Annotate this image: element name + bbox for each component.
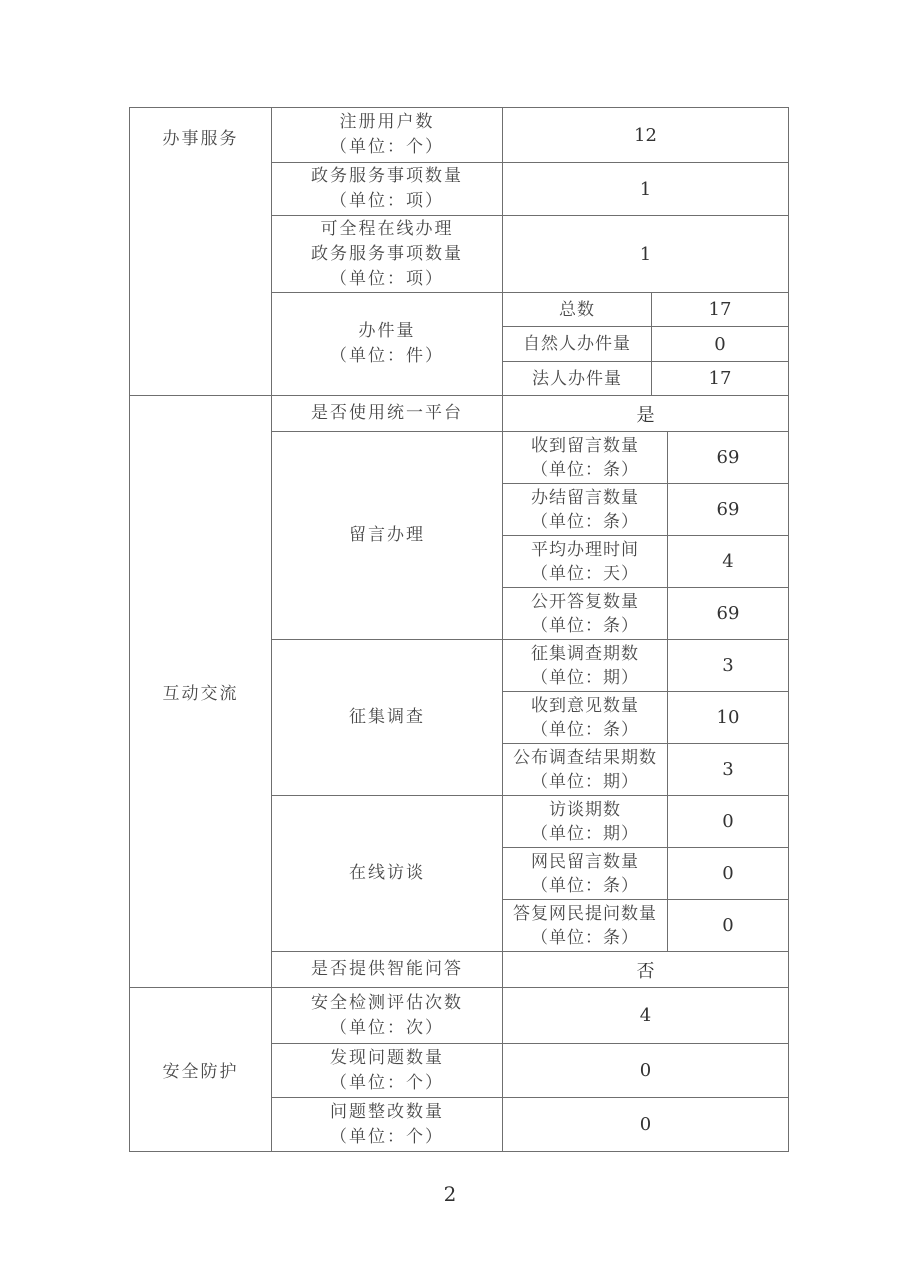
subrow-label-cell — [503, 484, 668, 535]
subrow-value: 0 — [722, 915, 734, 936]
subrow-value: 17 — [708, 299, 732, 320]
table-subrow-total — [503, 293, 788, 326]
row-value: 否 — [636, 960, 655, 982]
subrow-unit: （单位：期） — [531, 667, 639, 688]
table-subrow-average-time — [503, 535, 788, 587]
subrow-value: 10 — [716, 707, 740, 728]
row-label-cell — [272, 796, 503, 951]
row-label-line2: 政务服务事项数量 — [311, 243, 463, 264]
table-row-case-volume — [272, 292, 788, 395]
row-unit: （单位：件） — [330, 346, 444, 366]
subrow-label-cell — [503, 900, 668, 951]
row-label: 安全检测评估次数 — [311, 992, 463, 1013]
subrow-label-cell — [503, 744, 668, 795]
row-label-cell — [272, 432, 503, 639]
subrow-value: 69 — [716, 603, 740, 624]
subrow-label: 访谈期数 — [549, 799, 621, 820]
subrow-unit: （单位：期） — [531, 823, 639, 844]
group-label-text: 互动交流 — [162, 684, 239, 704]
row-label-cell — [272, 108, 503, 162]
row-value: 0 — [639, 1060, 652, 1081]
row-value: 0 — [639, 1114, 652, 1135]
row-value: 4 — [639, 1005, 652, 1026]
table-subrow-legal-person — [503, 361, 788, 395]
subrow-label: 收到留言数量 — [531, 435, 639, 456]
row-group-security — [130, 987, 788, 1151]
table-row-survey — [272, 639, 788, 795]
table-subrow-public-replies — [503, 587, 788, 639]
group-body — [272, 108, 788, 395]
subrow-label: 网民留言数量 — [531, 851, 639, 872]
subrow-label: 自然人办件量 — [503, 327, 652, 361]
subrow-label: 总数 — [503, 293, 652, 326]
row-label-cell — [272, 988, 503, 1043]
subrow-label: 征集调查期数 — [531, 643, 639, 664]
row-value: 是 — [636, 404, 655, 426]
row-label-cell — [272, 396, 503, 431]
subrow-value: 3 — [722, 759, 734, 780]
table-row-online-interview — [272, 795, 788, 951]
row-label: 是否提供智能问答 — [311, 959, 463, 979]
row-label: 注册用户数 — [339, 112, 435, 132]
subrow-unit: （单位：期） — [531, 771, 639, 792]
row-unit: （单位：次） — [330, 1017, 444, 1038]
table-row-security-assessments — [272, 988, 788, 1043]
subrow-label-cell — [503, 432, 668, 483]
page-number: 2 — [443, 1182, 457, 1206]
subrow-value: 3 — [722, 655, 734, 676]
row-label: 发现问题数量 — [330, 1047, 444, 1068]
row-value: 12 — [634, 124, 657, 146]
table-row-registered-users — [272, 108, 788, 162]
row-label: 政务服务事项数量 — [311, 166, 463, 186]
subrow-label: 办结留言数量 — [531, 487, 639, 508]
subrows — [503, 293, 788, 395]
row-unit: （单位：项） — [330, 268, 444, 289]
subrow-unit: （单位：条） — [531, 875, 639, 896]
row-group-service — [130, 108, 788, 395]
subrow-unit: （单位：天） — [531, 563, 639, 584]
subrow-label: 平均办理时间 — [531, 539, 639, 560]
table-row-message-handling — [272, 431, 788, 639]
table-row-service-items — [272, 162, 788, 215]
subrow-value: 69 — [716, 447, 740, 468]
subrow-value: 0 — [722, 863, 734, 884]
subrow-label: 公开答复数量 — [531, 591, 639, 612]
row-unit: （单位：个） — [330, 137, 444, 157]
group-label-text: 安全防护 — [162, 1062, 239, 1082]
table-subrow-natural-person — [503, 326, 788, 361]
table-subrow-messages-resolved — [503, 483, 788, 535]
subrow-label-cell — [503, 640, 668, 691]
subrow-label-cell — [503, 588, 668, 639]
table-subrow-opinions-received — [503, 691, 788, 743]
table-subrow-interview-periods — [503, 796, 788, 847]
group-body — [272, 396, 788, 987]
table-row-problems-found — [272, 1043, 788, 1097]
table-row-online-service-items — [272, 215, 788, 292]
group-label-service — [130, 108, 272, 395]
subrow-unit: （单位：条） — [531, 615, 639, 636]
group-body — [272, 988, 788, 1151]
subrow-label: 公布调查结果期数 — [513, 747, 657, 768]
subrow-label-cell — [503, 692, 668, 743]
row-label-cell — [272, 640, 503, 795]
row-group-interaction — [130, 395, 788, 987]
table-subrow-netizen-messages — [503, 847, 788, 899]
row-value: 1 — [639, 243, 652, 265]
row-label: 是否使用统一平台 — [311, 403, 463, 423]
row-unit: （单位：个） — [330, 1126, 444, 1147]
row-label-cell — [272, 1098, 503, 1151]
table-subrow-results-published — [503, 743, 788, 795]
row-unit: （单位：项） — [330, 191, 444, 211]
table-subrow-survey-periods — [503, 640, 788, 691]
subrow-label: 答复网民提问数量 — [513, 903, 657, 924]
subrow-value: 69 — [716, 499, 740, 520]
row-label: 办件量 — [358, 321, 416, 341]
subrow-unit: （单位：条） — [531, 511, 639, 532]
row-label: 征集调查 — [349, 707, 425, 727]
subrow-value: 17 — [708, 368, 732, 389]
row-label-cell — [272, 1044, 503, 1097]
subrow-unit: （单位：条） — [531, 927, 639, 948]
subrows — [503, 796, 788, 951]
table-row-problems-fixed — [272, 1097, 788, 1151]
subrow-label-cell — [503, 536, 668, 587]
row-label-cell — [272, 216, 503, 292]
group-label-security — [130, 988, 272, 1151]
subrows — [503, 640, 788, 795]
row-label: 在线访谈 — [349, 863, 425, 883]
row-label-cell — [272, 293, 503, 395]
table-subrow-messages-received — [503, 432, 788, 483]
group-label-interaction — [130, 396, 272, 987]
row-label: 可全程在线办理 — [320, 218, 454, 239]
table-subrow-questions-answered — [503, 899, 788, 951]
row-unit: （单位：个） — [330, 1072, 444, 1093]
table-row-smart-qa — [272, 951, 788, 987]
subrow-unit: （单位：条） — [531, 719, 639, 740]
subrow-label-cell — [503, 796, 668, 847]
subrow-value: 0 — [714, 333, 726, 355]
subrow-value: 0 — [722, 811, 734, 832]
subrow-value: 4 — [722, 551, 734, 572]
row-label: 留言办理 — [349, 525, 425, 545]
subrow-unit: （单位：条） — [531, 459, 639, 480]
row-label: 问题整改数量 — [330, 1101, 444, 1122]
row-value: 1 — [639, 178, 652, 200]
subrow-label-cell — [503, 848, 668, 899]
table-row-unified-platform — [272, 396, 788, 431]
group-label-text: 办事服务 — [162, 129, 239, 149]
subrow-label: 收到意见数量 — [531, 695, 639, 716]
subrows — [503, 432, 788, 639]
row-label-cell — [272, 163, 503, 215]
row-label-cell — [272, 952, 503, 987]
subrow-label: 法人办件量 — [503, 362, 652, 395]
statistics-table — [129, 107, 789, 1152]
